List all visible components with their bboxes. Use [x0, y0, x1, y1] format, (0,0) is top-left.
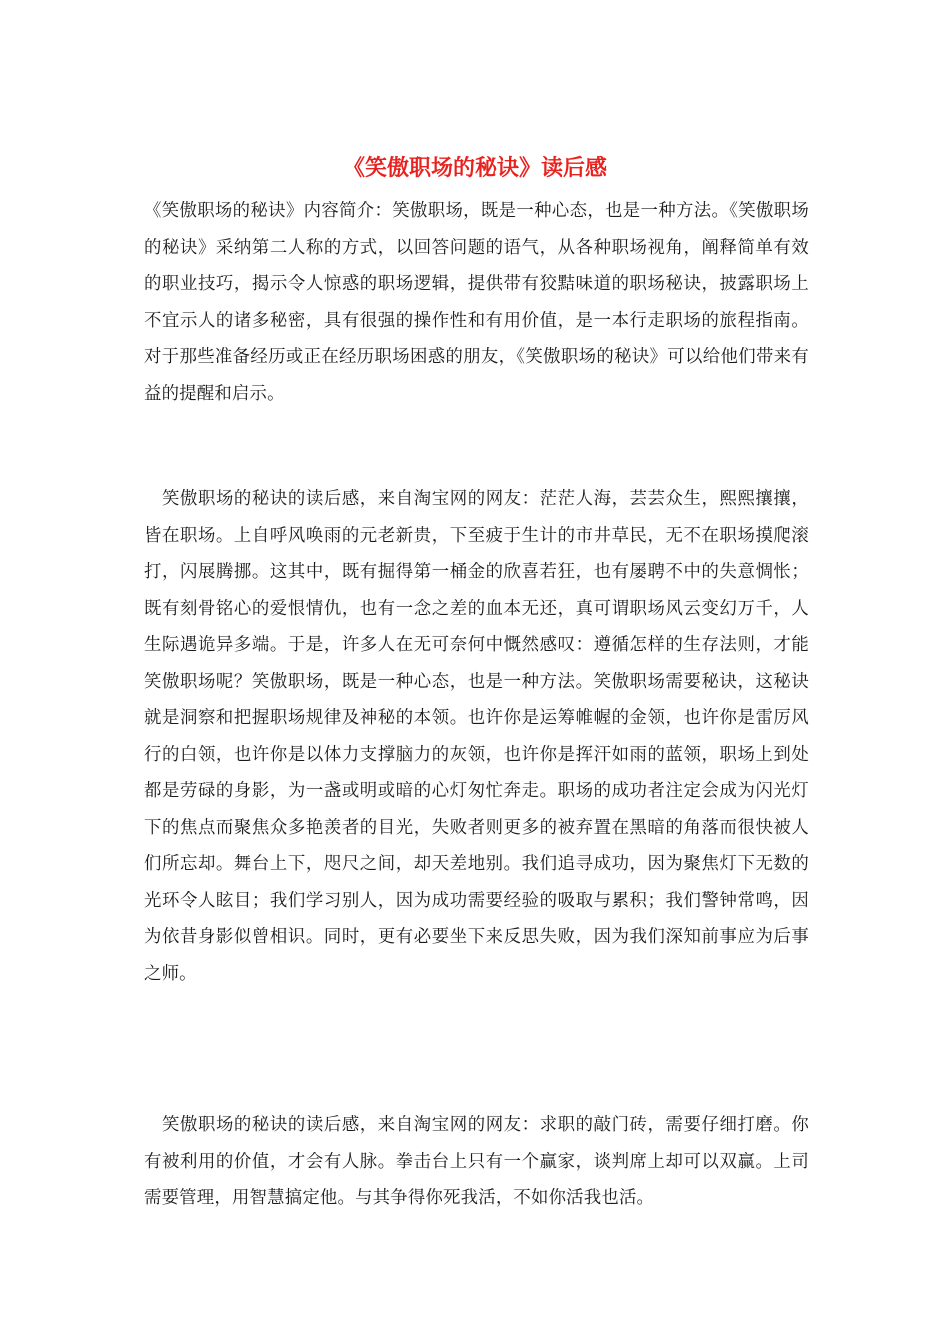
paragraph-intro: 《笑傲职场的秘诀》内容简介：笑傲职场，既是一种心态，也是一种方法。《笑傲职场的秘诀》采纳第二人称的方式，以回答问题的语气，从各种职场视角，阐释简单有效的职业技巧，揭示令人惊惑的职场逻辑，提供带有狡黠味道的职场秘诀，披露职场上不宜示人的诸多秘密，具有很强的操作性和有用价值，是一本行走职场的旅程指南。对于那些准备经历或正在经历职场困惑的朋友，《笑傲职场的秘诀》可以给他们带来有益的提醒和启示。	[144, 201, 809, 404]
paragraph-review-1: 笑傲职场的秘诀的读后感，来自淘宝网的网友：茫茫人海，芸芸众生，熙熙攘攘，皆在职场。上自呼风唤雨的元老新贵，下至疲于生计的市井草民，无不在职场摸爬滚打，闪展腾挪。这其中，既有掘得第一桶金的欣喜若狂，也有屡聘不中的失意惆怅；既有刻骨铭心的爱恨情仇，也有一念之差的血本无还，真可谓职场风云变幻万千，人生际遇诡异多端。于是，许多人在无可奈何中慨然感叹：遵循怎样的生存法则，才能笑傲职场呢？笑傲职场，既是一种心态，也是一种方法。笑傲职场需要秘诀，这秘诀就是洞察和把握职场规律及神秘的本领。也许你是运筹帷幄的金领，也许你是雷厉风行的白领，也许你是以体力支撑脑力的灰领，也许你是挥汗如雨的蓝领，职场上到处都是劳碌的身影，为一盏或明或暗的心灯匆忙奔走。职场的成功者注定会成为闪光灯下的焦点而聚焦众多艳羡者的目光，失败者则更多的被弃置在黑暗的角落而很快被人们所忘却。舞台上下，咫尺之间，却天差地别。我们追寻成功，因为聚焦灯下无数的光环令人眩目；我们学习别人，因为成功需要经验的吸取与累积；我们警钟常鸣，因为依昔身影似曾相识。同时，更有必要坐下来反思失败，因为我们深知前事应为后事之师。	[144, 489, 809, 984]
document-title: 《笑傲职场的秘诀》读后感	[342, 155, 607, 181]
paragraph-review-2: 笑傲职场的秘诀的读后感，来自淘宝网的网友：求职的敲门砖，需要仔细打磨。你有被利用的价值，才会有人脉。拳击台上只有一个赢家，谈判席上却可以双赢。上司需要管理，用智慧搞定他。与其争得你死我活，不如你活我也活。	[144, 1115, 809, 1208]
